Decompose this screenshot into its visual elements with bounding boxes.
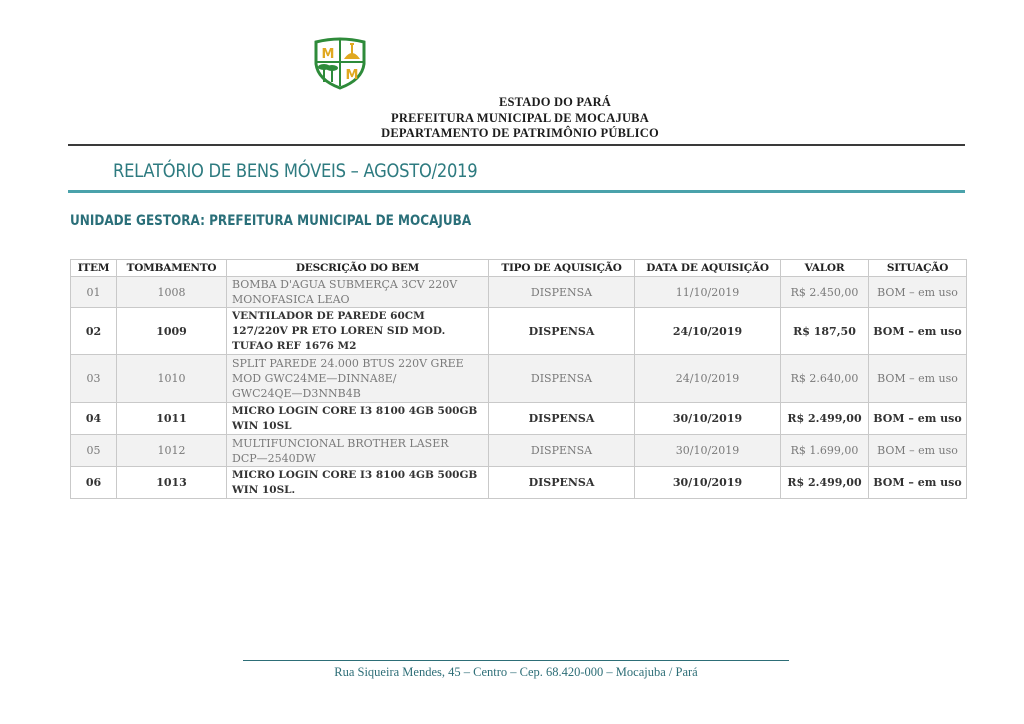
table-row bbox=[71, 403, 967, 435]
cell-valor: R$ 187,50 bbox=[781, 308, 869, 355]
description-line: GWC24QE—D3NNB4B bbox=[232, 387, 361, 400]
description-line: MICRO LOGIN CORE I3 8100 4GB 500GB bbox=[232, 404, 478, 417]
cell-tipo-aquisicao: DISPENSA bbox=[489, 355, 635, 403]
cell-descricao bbox=[227, 308, 489, 355]
cell-tipo-aquisicao: DISPENSA bbox=[489, 403, 635, 435]
header-valor: VALOR bbox=[781, 260, 869, 277]
cell-item: 04 bbox=[71, 403, 117, 435]
footer-divider bbox=[243, 660, 789, 661]
title-divider bbox=[68, 190, 965, 193]
cell-situacao: BOM – em uso bbox=[869, 277, 967, 308]
cell-data-aquisicao: 30/10/2019 bbox=[635, 435, 781, 467]
cell-tipo-aquisicao: DISPENSA bbox=[489, 277, 635, 308]
municipal-coat-of-arms-logo bbox=[310, 36, 370, 90]
cell-tombamento: 1012 bbox=[117, 435, 227, 467]
cell-descricao bbox=[227, 467, 489, 499]
table-row bbox=[71, 308, 967, 355]
description-line: MULTIFUNCIONAL BROTHER LASER bbox=[232, 436, 449, 450]
header-situacao: SITUAÇÃO bbox=[869, 260, 967, 277]
cell-situacao: BOM – em uso bbox=[869, 435, 967, 467]
description-line: MOD GWC24ME—DINNA8E/ bbox=[232, 372, 397, 385]
cell-data-aquisicao: 24/10/2019 bbox=[635, 308, 781, 355]
cell-item: 05 bbox=[71, 435, 117, 467]
cell-data-aquisicao: 11/10/2019 bbox=[635, 277, 781, 308]
header-item: ITEM bbox=[71, 260, 117, 277]
cell-item: 01 bbox=[71, 277, 117, 308]
footer-address: Rua Siqueira Mendes, 45 – Centro – Cep. 68.420-000 – Mocajuba / Pará bbox=[334, 665, 698, 679]
cell-item: 06 bbox=[71, 467, 117, 499]
cell-data-aquisicao: 24/10/2019 bbox=[635, 355, 781, 403]
svg-text:M: M bbox=[321, 47, 335, 62]
description-line: 127/220V PR ETO LOREN SID MOD. bbox=[232, 324, 446, 337]
cell-descricao bbox=[227, 435, 489, 467]
cell-tombamento: 1011 bbox=[117, 403, 227, 435]
table-header-row bbox=[71, 260, 967, 277]
description-line: BOMBA D'AGUA SUBMERÇA 3CV 220V bbox=[232, 278, 458, 291]
description-line: MICRO LOGIN CORE I3 8100 4GB 500GB bbox=[232, 468, 478, 481]
header-state: ESTADO DO PARÁ bbox=[498, 95, 612, 109]
cell-tombamento: 1013 bbox=[117, 467, 227, 499]
table-row bbox=[71, 435, 967, 467]
description-line: WIN 10SL bbox=[232, 419, 292, 432]
cell-tipo-aquisicao: DISPENSA bbox=[489, 467, 635, 499]
header-descricao: DESCRIÇÃO DO BEM bbox=[227, 260, 489, 277]
description-line: DCP—2540DW bbox=[232, 451, 316, 465]
cell-valor: R$ 2.450,00 bbox=[781, 277, 869, 308]
cell-situacao: BOM – em uso bbox=[869, 403, 967, 435]
table-row bbox=[71, 467, 967, 499]
description-line: VENTILADOR DE PAREDE 60CM bbox=[232, 309, 425, 322]
cell-tombamento: 1009 bbox=[117, 308, 227, 355]
cell-data-aquisicao: 30/10/2019 bbox=[635, 467, 781, 499]
cell-descricao bbox=[227, 277, 489, 308]
assets-table bbox=[70, 259, 967, 499]
description-line: WIN 10SL. bbox=[232, 483, 296, 496]
header-prefecture: PREFEITURA MUNICIPAL DE MOCAJUBA bbox=[391, 111, 649, 125]
cell-tipo-aquisicao: DISPENSA bbox=[489, 308, 635, 355]
cell-item: 03 bbox=[71, 355, 117, 403]
header-tombamento: TOMBAMENTO bbox=[117, 260, 227, 277]
svg-text:M: M bbox=[345, 68, 359, 83]
report-title: RELATÓRIO DE BENS MÓVEIS – AGOSTO/2019 bbox=[113, 160, 478, 182]
cell-valor: R$ 2.640,00 bbox=[781, 355, 869, 403]
cell-valor: R$ 1.699,00 bbox=[781, 435, 869, 467]
description-line: SPLIT PAREDE 24.000 BTUS 220V GREE bbox=[232, 357, 464, 370]
table-row bbox=[71, 355, 967, 403]
cell-valor: R$ 2.499,00 bbox=[781, 403, 869, 435]
header-tipo-aquisicao: TIPO DE AQUISIÇÃO bbox=[489, 260, 635, 277]
cell-situacao: BOM – em uso bbox=[869, 355, 967, 403]
header-divider bbox=[68, 144, 965, 146]
cell-item: 02 bbox=[71, 308, 117, 355]
description-line: MONOFASICA LEAO bbox=[232, 293, 350, 306]
description-line: TUFAO REF 1676 M2 bbox=[232, 339, 357, 352]
managing-unit-heading: UNIDADE GESTORA: PREFEITURA MUNICIPAL DE MOCAJUBA bbox=[70, 213, 472, 229]
table-row bbox=[71, 277, 967, 308]
cell-tipo-aquisicao: DISPENSA bbox=[489, 435, 635, 467]
header-data-aquisicao: DATA DE AQUISIÇÃO bbox=[635, 260, 781, 277]
cell-situacao: BOM – em uso bbox=[869, 467, 967, 499]
cell-descricao bbox=[227, 403, 489, 435]
header-department: DEPARTAMENTO DE PATRIMÔNIO PÚBLICO bbox=[381, 126, 659, 140]
cell-valor: R$ 2.499,00 bbox=[781, 467, 869, 499]
cell-tombamento: 1010 bbox=[117, 355, 227, 403]
cell-descricao bbox=[227, 355, 489, 403]
cell-data-aquisicao: 30/10/2019 bbox=[635, 403, 781, 435]
cell-situacao: BOM – em uso bbox=[869, 308, 967, 355]
cell-tombamento: 1008 bbox=[117, 277, 227, 308]
